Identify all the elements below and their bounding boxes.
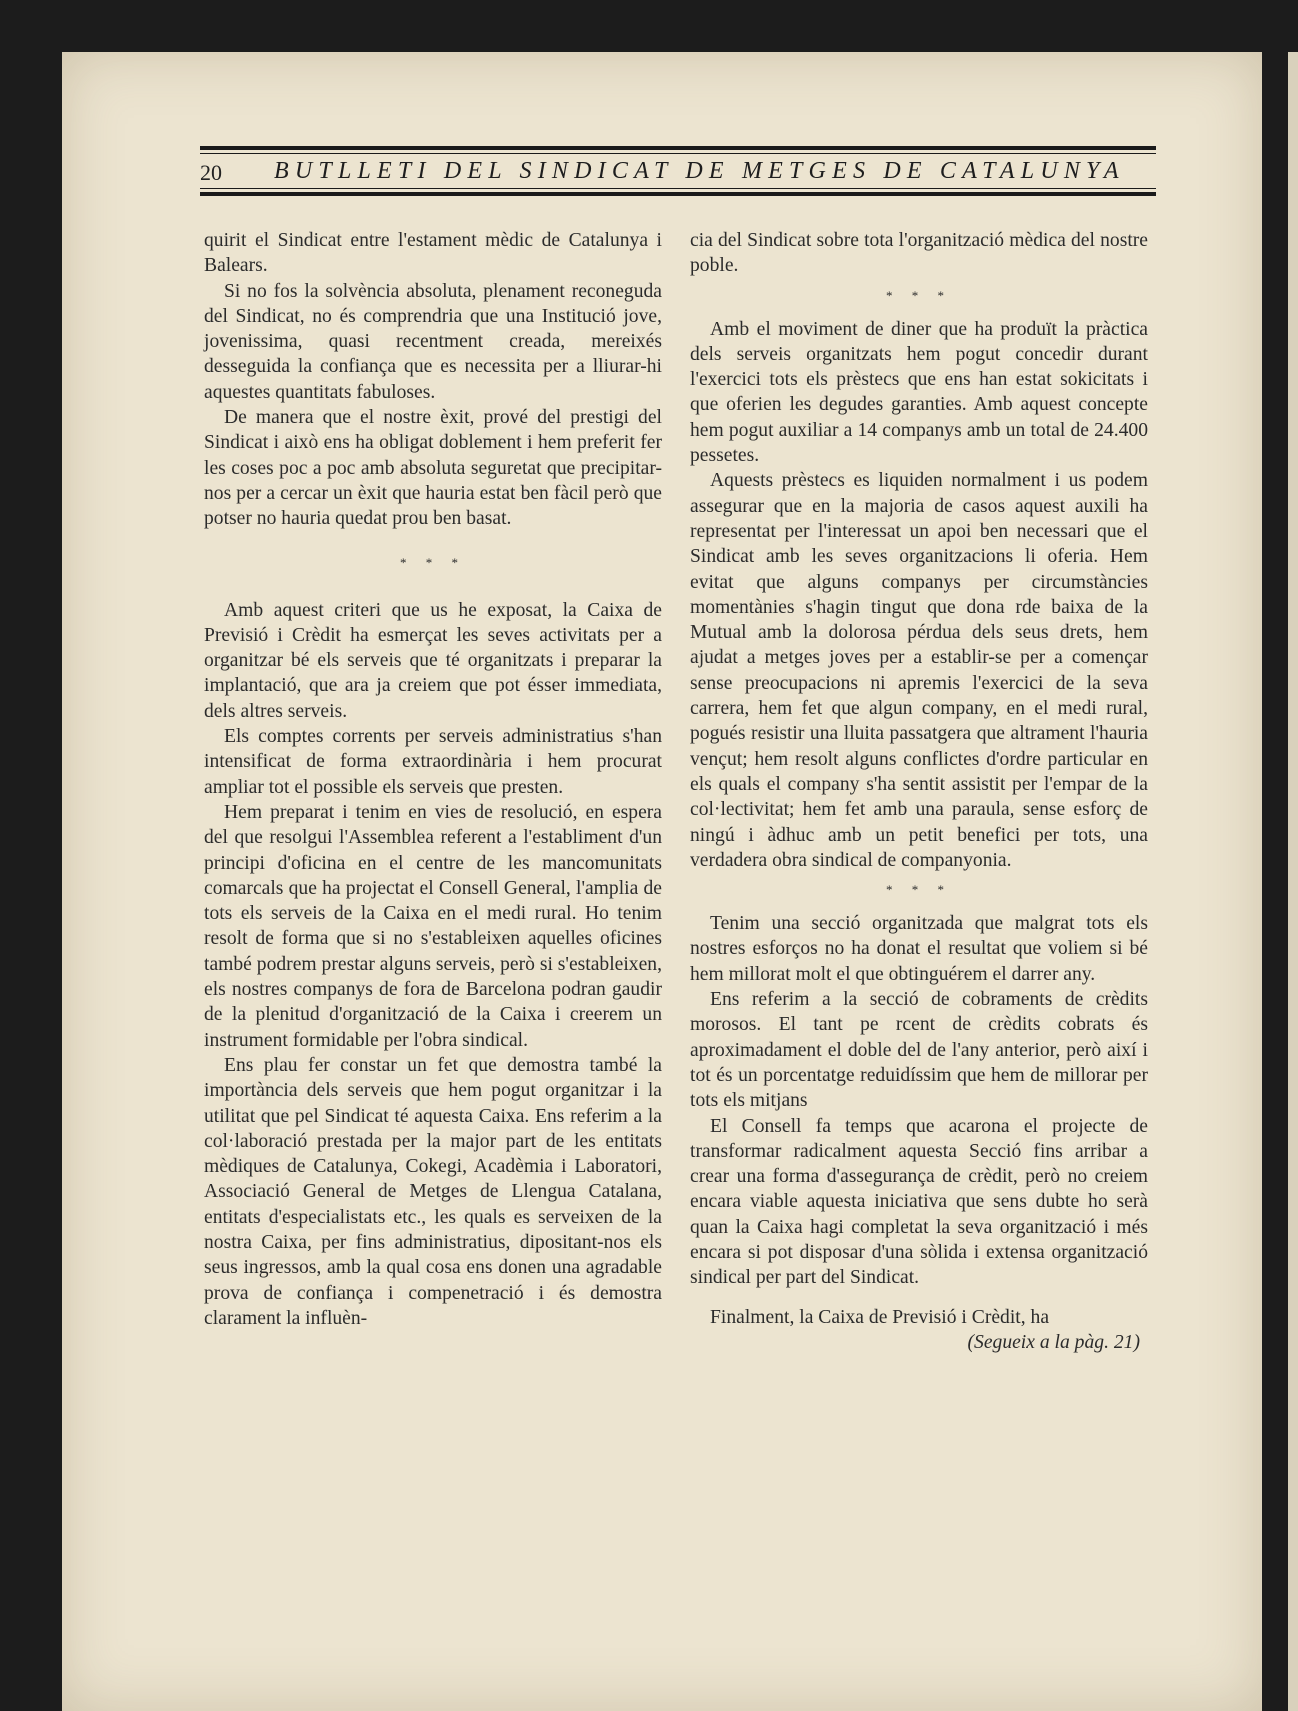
- header-rule-bottom-thin: [200, 188, 1156, 189]
- page-header: [200, 146, 1156, 202]
- paragraph: Hem preparat i tenim en vies de resolució, en espera del que resolgui l'Assemblea referent a l'establiment d'un principi d'oficina en el centre de les mancomunitats comarcals que ha projectat el Consell General, l'amplia de tots els serveis de la Caixa en el medi rural. Ho tenim resolt de forma que si no s'estableixen aquelles oficines també podrem prestar alguns serveis, però si s'estableixen, els nostres companys de fora de Barcelona podran gaudir de la plenitud d'organització de la Caixa i creerem un instrument formidable per l'obra sindical.: [204, 801, 662, 1051]
- paragraph: Tenim una secció organitzada que malgrat tots els nostres esforços no ha donat el resultat que voliem si bé hem millorat molt el que obtinguérem el darrer any.: [690, 913, 1148, 985]
- paragraph: Aquests prèstecs es liquiden normalment i us podem assegurar que en la majoria de casos aquest auxili ha representat per l'interessat un apoi ben necessari que el Sindicat amb les seves organitzacions li oferia. Hem evitat que alguns companys per circumstàncies momentànies s'hagin tingut que dona rde baixa de la Mutual amb la dolorosa pérdua dels seus drets, hem ajudat a metges joves per a establir-se per a començar sense preocupacions ni apremis l'exercici de la seva carrera, hem fet que algun company, en el medi rural, pogués resistir una lluita passatgera que altrament l'hauria vençut; hem resolt alguns conflictes d'ordre particular en els quals el company s'ha sentit assistit per l'empar de la col·lectivitat; hem fet amb una paraula, sense esforç de ningú i àdhuc amb un petit benefici per tots, una verdadera obra sindical de companyonia.: [690, 470, 1148, 871]
- header-rule-top: [200, 146, 1156, 150]
- page-number: 20: [200, 160, 222, 185]
- section-separator: * * *: [400, 554, 466, 570]
- right-column: [690, 228, 1148, 1355]
- paragraph: Ens referim a la secció de cobraments de crèdits morosos. El tant pe rcent de crèdits cobrats és aproximadament el doble del de l'any anterior, però així i tot és un porcentatge reduidíssim que hem de millorar per tots els mitjans: [690, 989, 1148, 1112]
- paragraph: De manera que el nostre èxit, prové del prestigi del Sindicat i això ens ha obligat doblement i hem preferit fer les coses poc a poc amb absoluta seguretat que precipitar-nos per a cercar un èxit que hauria estat ben fàcil però que potser no hauria quedat prou ben basat.: [204, 407, 662, 530]
- header-rule-bottom: [200, 192, 1156, 196]
- journal-title: BUTLLETI DEL SINDICAT DE METGES DE CATALUNYA: [274, 158, 1125, 184]
- section-separator: * * *: [886, 882, 952, 898]
- continued-note: (Segueix a la pàg. 21): [967, 1331, 1140, 1353]
- paragraph: cia del Sindicat sobre tota l'organització mèdica del nostre poble.: [690, 230, 1148, 277]
- section-separator: * * *: [886, 287, 952, 303]
- paragraph: El Consell fa temps que acarona el projecte de transformar radicalment aquesta Secció fins arribar a crear una forma d'assegurança de crèdit, però no creiem encara viable aquesta iniciativa que sens dubte ho serà quan la Caixa hagi completat la seva organització i més encara si pot disposar d'una sòlida i extensa organització sindical per part del Sindicat.: [690, 1115, 1148, 1289]
- header-rule-top-thin: [200, 153, 1156, 154]
- paragraph: Ens plau fer constar un fet que demostra també la importància dels serveis que hem pogut organitzar i la utilitat que pel Sindicat té aquesta Caixa. Ens referim a la col·laboració prestada per la major part de les entitats mèdiques de Catalunya, Cokegi, Acadèmia i Laboratori, Associació General de Metges de Llengua Catalana, entitats d'especialistats etc., les quals es serveixen de la nostra Caixa, per fins administratius, dipositant-nos els seus ingressos, amb la qual cosa ens donen una agradable prova de confiança i compenetració i és demostra clarament la influèn-: [204, 1054, 662, 1329]
- paragraph: Si no fos la solvència absoluta, plenament reconeguda del Sindicat, no és comprendria que una Institució jove, jovenissima, quasi recentment creada, mereixés desseguida la confiança que es necessita per a lliurar-hi aquestes quantitats fabuloses.: [204, 280, 662, 403]
- paragraph: Amb el moviment de diner que ha produït la pràctica dels serveis organitzats hem pogut concedir durant l'exercici tots els prèstecs que ens han estat sokicitats i que oferien les degudes garanties. Amb aquest concepte hem pogut auxiliar a 14 companys amb un total de 24.400 pessetes.: [690, 318, 1148, 467]
- page-edge: [1288, 52, 1298, 1711]
- paragraph: Finalment, la Caixa de Previsió i Crèdit, ha: [710, 1306, 1050, 1328]
- paragraph: Amb aquest criteri que us he exposat, la Caixa de Previsió i Crèdit ha esmerçat les seves activitats per a organitzar bé els serveis que té organitzats i preparar la implantació, que ara ja creiem que pot ésser immediata, dels altres serveis.: [204, 599, 662, 722]
- paragraph: quirit el Sindicat entre l'estament mèdic de Catalunya i Balears.: [204, 230, 662, 277]
- paragraph: Els comptes corrents per serveis administratius s'han intensificat de forma extraordinària i hem procurat ampliar tot el possible els serveis que presten.: [204, 726, 662, 798]
- left-column: [204, 228, 662, 1331]
